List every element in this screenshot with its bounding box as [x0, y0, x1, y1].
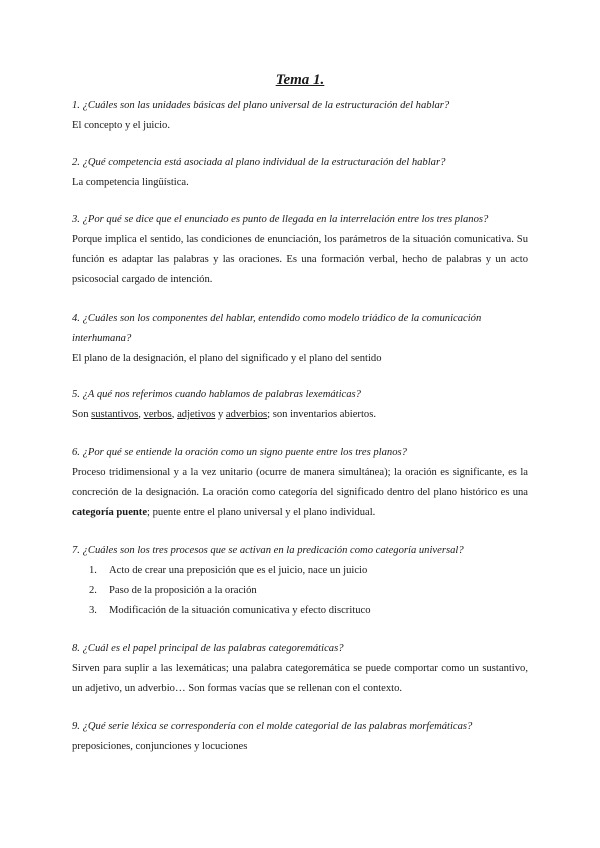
- question-6: 6. ¿Por qué se entiende la oración como un signo puente entre los tres planos?: [72, 447, 407, 458]
- qa-item-5: [72, 385, 528, 425]
- list-text: Modificación de la situación comunicativa y efecto discrituco: [109, 605, 371, 616]
- answer-5: [72, 405, 528, 425]
- list-number: 1.: [89, 565, 97, 576]
- answer-5-part-0: Son: [72, 409, 92, 420]
- qa-item-1: [72, 96, 528, 136]
- answer-5-term-sustantivos: sustantivos: [91, 409, 139, 420]
- question-4: 4. ¿Cuáles son los componentes del hablar, entendido como modelo triádico de la comunicación interhumana?: [72, 313, 482, 344]
- answer-9: preposiciones, conjunciones y locuciones: [72, 741, 248, 752]
- list-text: Paso de la proposición a la oración: [109, 585, 257, 596]
- answer-4: El plano de la designación, el plano del significado y el plano del sentido: [72, 353, 382, 364]
- qa-item-7: [72, 541, 528, 621]
- qa-item-6: [72, 443, 528, 523]
- question-8: 8. ¿Cuál es el papel principal de las palabras categoremáticas?: [72, 643, 344, 654]
- list-number: 3.: [89, 605, 97, 616]
- page-title: Tema 1.: [275, 72, 325, 88]
- answer-6: [72, 463, 528, 523]
- qa-item-8: [72, 639, 528, 699]
- list-text: Acto de crear una preposición que es el juicio, nace un juicio: [109, 565, 368, 576]
- answer-5-term-adverbios: adverbios: [225, 409, 268, 420]
- list-item: [72, 561, 528, 581]
- answer-5-term-adjetivos: adjetivos: [177, 409, 216, 420]
- question-9: 9. ¿Qué serie léxica se correspondería con el molde categorial de las palabras morfemáticas?: [72, 721, 473, 732]
- list-item: [72, 581, 528, 601]
- list-item: [72, 601, 528, 621]
- answer-3: Porque implica el sentido, las condiciones de enunciación, los parámetros de la situación comunicativa. Su función es adaptar las palabras y las oraciones. Es una formación verbal, hecho de palabras y un acto psicosocial cargado de intención.: [72, 234, 528, 285]
- qa-item-4: [72, 309, 528, 369]
- question-1: 1. ¿Cuáles son las unidades básicas del plano universal de la estructuración del hablar?: [72, 100, 450, 111]
- answer-6-bold-term: categoría puente: [72, 507, 148, 518]
- question-2: 2. ¿Qué competencia está asociada al plano individual de la estructuración del hablar?: [72, 157, 446, 168]
- answer-6-part-0: Proceso tridimensional y a la vez unitario (ocurre de manera simultánea); la oración es significante, es la concreción de la designación. La oración como categoría del significado dentro del plano histórico es una: [72, 467, 528, 498]
- list-number: 2.: [89, 585, 97, 596]
- question-7: 7. ¿Cuáles son los tres procesos que se activan en la predicación como categoría universal?: [72, 545, 464, 556]
- question-5: 5. ¿A qué nos referimos cuando hablamos de palabras lexemáticas?: [72, 389, 361, 400]
- qa-item-3: [72, 210, 528, 290]
- question-3: 3. ¿Por qué se dice que el enunciado es punto de llegada en la interrelación entre los tres planos?: [72, 214, 489, 225]
- answer-8: Sirven para suplir a las lexemáticas; una palabra categoremática se puede comportar como un sustantivo, un adjetivo, un adverbio… Son formas vacías que se rellenan con el contexto.: [72, 663, 528, 694]
- answer-5-part-8: ; son inventarios abiertos.: [267, 409, 376, 420]
- answer-1: El concepto y el juicio.: [72, 120, 170, 131]
- answer-5-part-2: ,: [138, 409, 144, 420]
- answer-6-part-2: ; puente entre el plano universal y el plano individual.: [147, 507, 376, 518]
- qa-item-9: [72, 717, 528, 757]
- answer-5-part-6: y: [215, 409, 226, 420]
- answer-5-term-verbos: verbos: [143, 409, 172, 420]
- answer-5-part-4: ,: [171, 409, 178, 420]
- answer-2: La competencia lingüística.: [72, 177, 189, 188]
- process-list: [72, 561, 528, 621]
- qa-item-2: [72, 153, 528, 193]
